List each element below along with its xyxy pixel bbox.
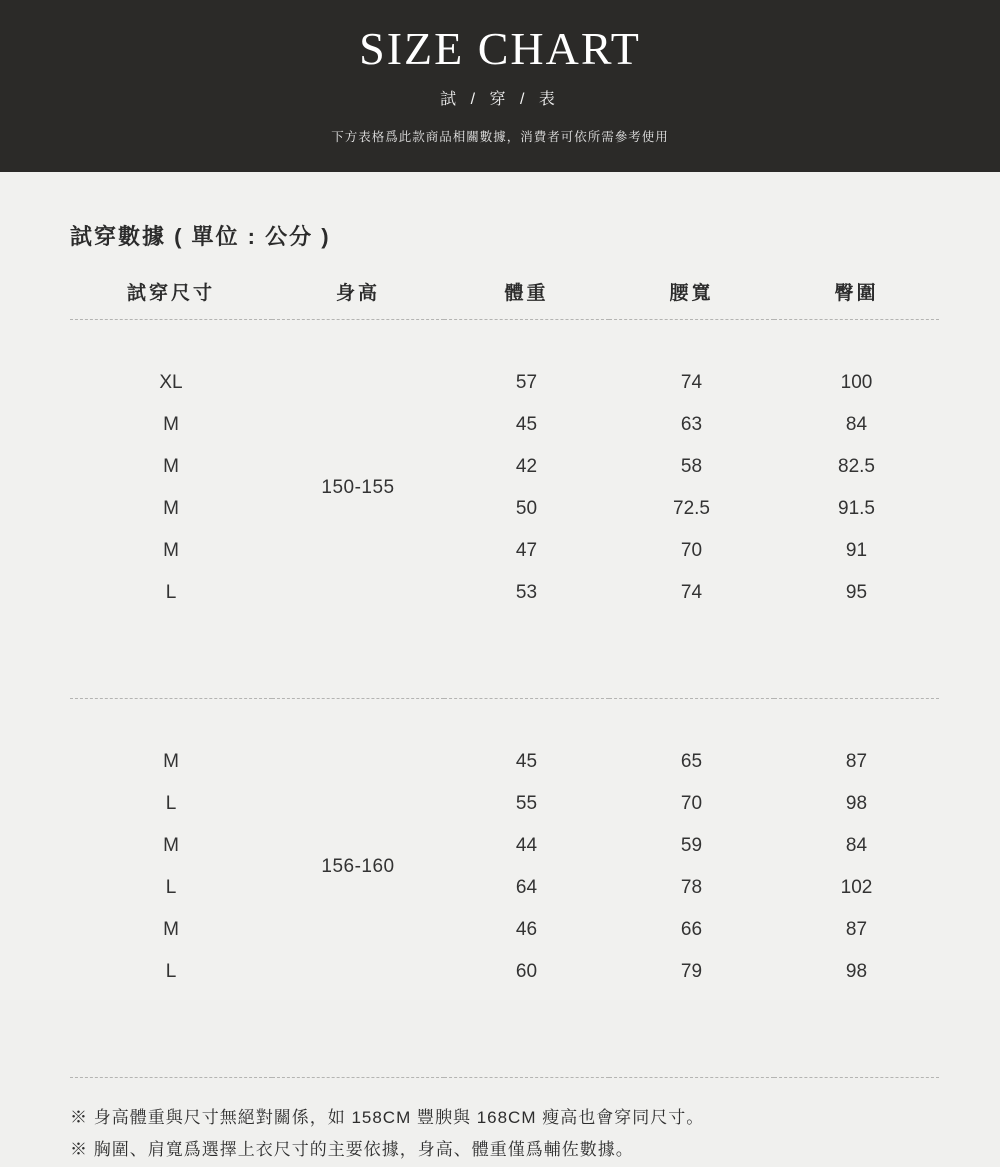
cell-size: M — [163, 540, 179, 561]
table-header-row — [70, 277, 939, 320]
cell-size: M — [163, 919, 179, 940]
cell-waist: 72.5 — [673, 498, 710, 519]
spacer-row — [70, 993, 939, 1035]
cell-hip: 100 — [840, 372, 873, 393]
cell-size: M — [163, 751, 179, 772]
cell-weight: 45 — [515, 414, 538, 435]
cell-hip: 95 — [845, 582, 868, 603]
spacer-row — [70, 699, 939, 742]
cell-hip: 82.5 — [838, 456, 875, 477]
cell-size: M — [163, 414, 179, 435]
cell-hip: 98 — [845, 793, 868, 814]
column-header-weight: 體重 — [504, 283, 549, 304]
table-row — [70, 572, 939, 614]
table-row — [70, 446, 939, 488]
cell-hip: 91 — [845, 540, 868, 561]
table-bottom-divider — [70, 1035, 939, 1078]
size-table-body — [70, 320, 939, 1078]
table-row — [70, 825, 939, 867]
footnote-2: ※ 胸圍、肩寬爲選擇上衣尺寸的主要依據，身高、體重僅爲輔佐數據。 — [70, 1140, 634, 1160]
cell-size: L — [165, 961, 177, 982]
header-note: 下方表格爲此款商品相關數據，消費者可依所需參考使用 — [331, 130, 669, 144]
cell-waist: 78 — [680, 877, 703, 898]
cell-waist: 58 — [680, 456, 703, 477]
cell-height-group: 156-160 — [321, 856, 395, 877]
cell-weight: 60 — [515, 961, 538, 982]
table-row — [70, 951, 939, 993]
cell-height-group: 150-155 — [321, 477, 395, 498]
cell-hip: 84 — [845, 835, 868, 856]
cell-weight: 44 — [515, 835, 538, 856]
cell-hip: 98 — [845, 961, 868, 982]
section-title: 試穿數據 ( 單位 : 公分 ) — [70, 224, 331, 249]
cell-weight: 42 — [515, 456, 538, 477]
cell-waist: 63 — [680, 414, 703, 435]
cell-weight: 47 — [515, 540, 538, 561]
column-header-waist: 腰寬 — [669, 283, 714, 304]
table-row — [70, 362, 939, 404]
cell-waist: 70 — [680, 540, 703, 561]
cell-hip: 84 — [845, 414, 868, 435]
cell-waist: 65 — [680, 751, 703, 772]
cell-waist: 66 — [680, 919, 703, 940]
cell-waist: 70 — [680, 793, 703, 814]
cell-weight: 45 — [515, 751, 538, 772]
cell-size: L — [165, 793, 177, 814]
cell-waist: 79 — [680, 961, 703, 982]
footnotes — [70, 1102, 930, 1167]
cell-weight: 57 — [515, 372, 538, 393]
cell-size: M — [163, 835, 179, 856]
size-table-head — [70, 277, 939, 320]
page-title: SIZE CHART — [359, 23, 641, 74]
page-content — [0, 220, 1000, 1167]
table-row — [70, 404, 939, 446]
table-row — [70, 909, 939, 951]
group-divider — [70, 656, 939, 699]
cell-weight: 64 — [515, 877, 538, 898]
cell-weight: 46 — [515, 919, 538, 940]
column-header-height: 身高 — [335, 283, 380, 304]
size-table — [70, 277, 939, 1078]
cell-waist: 74 — [680, 372, 703, 393]
cell-size: M — [163, 456, 179, 477]
cell-waist: 59 — [680, 835, 703, 856]
spacer-row — [70, 320, 939, 363]
cell-weight: 50 — [515, 498, 538, 519]
footnote-1: ※ 身高體重與尺寸無絕對關係，如 158CM 豐腴與 168CM 瘦高也會穿同尺寸。 — [70, 1108, 705, 1127]
spacer-row — [70, 614, 939, 656]
cell-hip: 102 — [840, 877, 873, 898]
cell-weight: 55 — [515, 793, 538, 814]
table-row — [70, 488, 939, 530]
column-header-size: 試穿尺寸 — [126, 283, 215, 304]
cell-size: M — [163, 498, 179, 519]
page-subtitle: 試 / 穿 / 表 — [440, 91, 560, 108]
table-row — [70, 867, 939, 909]
cell-hip: 87 — [845, 751, 868, 772]
column-header-hip: 臀圍 — [834, 283, 879, 304]
table-row — [70, 530, 939, 572]
table-row — [70, 783, 939, 825]
page-header — [0, 0, 1000, 172]
cell-size: L — [165, 877, 177, 898]
table-row — [70, 741, 939, 783]
cell-hip: 91.5 — [838, 498, 875, 519]
cell-weight: 53 — [515, 582, 538, 603]
cell-size: XL — [159, 372, 183, 393]
cell-waist: 74 — [680, 582, 703, 603]
cell-hip: 87 — [845, 919, 868, 940]
cell-size: L — [165, 582, 177, 603]
